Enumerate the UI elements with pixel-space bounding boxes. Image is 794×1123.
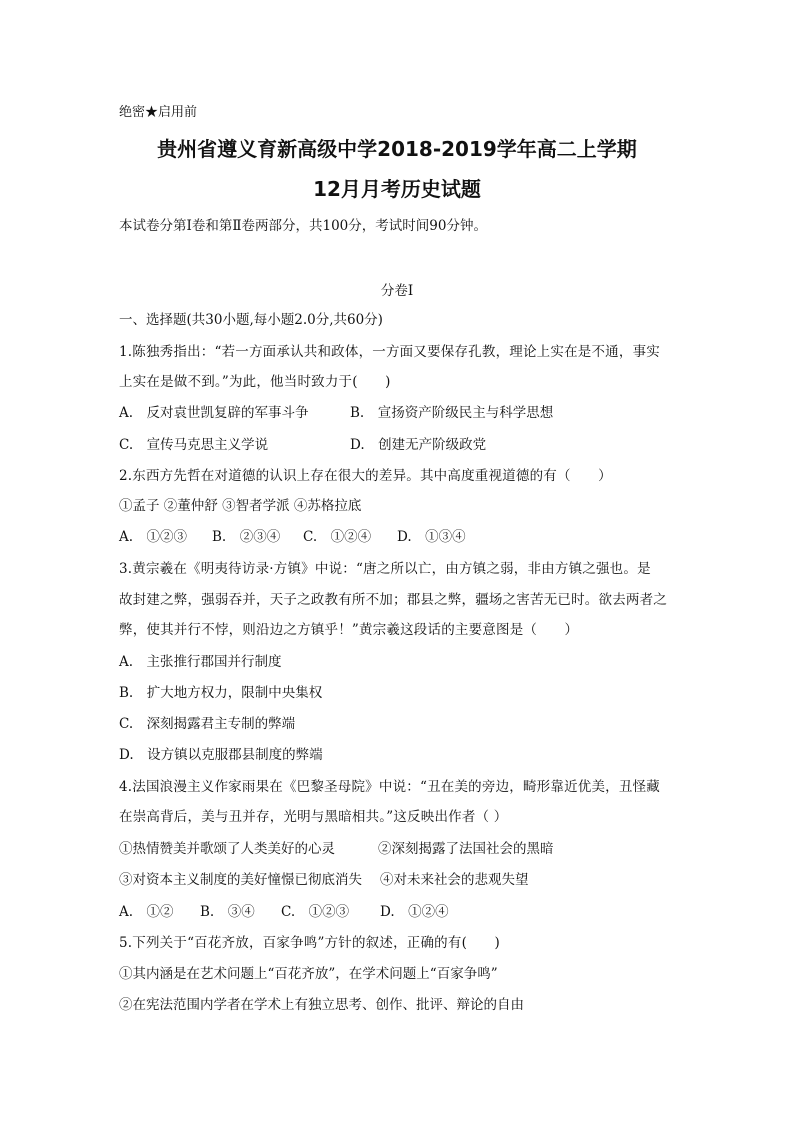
q3-option-b: B. 扩大地方权力，限制中央集权 [119,685,323,701]
q2-option-a: A. ①②③ [119,529,188,545]
exam-title-line1: 贵州省遵义育新高级中学2018-2019学年高二上学期 [157,137,637,161]
q1-option-c: C. 宣传马克思主义学说 [119,437,269,453]
q3-option-a: A. 主张推行郡国并行制度 [119,654,282,670]
q1-option-d: D. 创建无产阶级政党 [350,437,487,453]
q4-option-d: D. ①②④ [380,904,449,920]
exam-intro: 本试卷分第Ⅰ卷和第Ⅱ卷两部分，共100分，考试时间90分钟。 [119,218,487,234]
q2-option-d: D. ①③④ [397,529,466,545]
q2-option-c: C. ①②④ [303,529,372,545]
q2-option-b: B. ②③④ [212,529,281,545]
q1-option-b: B. 宣扬资产阶级民主与科学思想 [350,405,554,421]
q4-item-3: ③对资本主义制度的美好憧憬已彻底消失 [119,872,362,888]
q3-stem-line1: 3.黄宗羲在《明夷待访录·方镇》中说：“唐之所以亡，由方镇之弱，非由方镇之强也。是 [119,561,651,577]
section-heading: 一、选择题(共30小题,每小题2.0分,共60分) [119,312,383,328]
q4-option-a: A. ①② [119,904,174,920]
q3-stem-line3: 弊，使其并行不悖，则沿边之方镇乎！”黄宗羲这段话的主要意图是（ ） [119,622,579,638]
q5-item-2: ②在宪法范围内学者在学术上有独立思考、创作、批评、辩论的自由 [119,997,524,1013]
q4-item-1: ①热情赞美并歌颂了人类美好的心灵 [119,841,335,857]
q4-stem-line2: 在崇高背后，美与丑并存，光明与黑暗相共。”这反映出作者（ ） [119,809,508,825]
q3-stem-line2: 故封建之弊，强弱吞并，天子之政教有所不加；郡县之弊，疆场之害苦无已时。欲去两者之 [119,592,667,608]
q4-option-c: C. ①②③ [281,904,350,920]
q1-stem-line2: 上实在是做不到。”为此，他当时致力于( ) [119,374,391,390]
q2-items: ①孟子 ②董仲舒 ③智者学派 ④苏格拉底 [119,498,362,514]
q4-option-b: B. ③④ [200,904,255,920]
q3-option-d: D. 设方镇以克服郡县制度的弊端 [119,747,323,763]
q2-stem-line1: 2.东西方先哲在对道德的认识上存在很大的差异。其中高度重视道德的有（ ） [119,468,612,484]
q4-stem-line1: 4.法国浪漫主义作家雨果在《巴黎圣母院》中说：“丑在美的旁边，畸形靠近优美，丑怪藏 [119,779,660,795]
volume-label: 分卷I [380,283,414,299]
exam-title-line2: 12月月考历史试题 [313,177,481,201]
q1-option-a: A. 反对袁世凯复辟的军事斗争 [119,405,309,421]
q1-stem-line1: 1.陈独秀指出：“若一方面承认共和政体，一方面又要保存孔教，理论上实在是不通，事实 [119,344,660,360]
q3-option-c: C. 深刻揭露君主专制的弊端 [119,716,296,732]
q4-item-2: ②深刻揭露了法国社会的黑暗 [378,841,554,857]
confidential-mark: 绝密★启用前 [119,105,198,120]
q4-item-4: ④对未来社会的悲观失望 [380,872,529,888]
q5-stem-line1: 5.下列关于“百花齐放，百家争鸣”方针的叙述，正确的有( ) [119,935,500,951]
q5-item-1: ①其内涵是在艺术问题上“百花齐放”，在学术问题上“百家争鸣” [119,966,498,982]
